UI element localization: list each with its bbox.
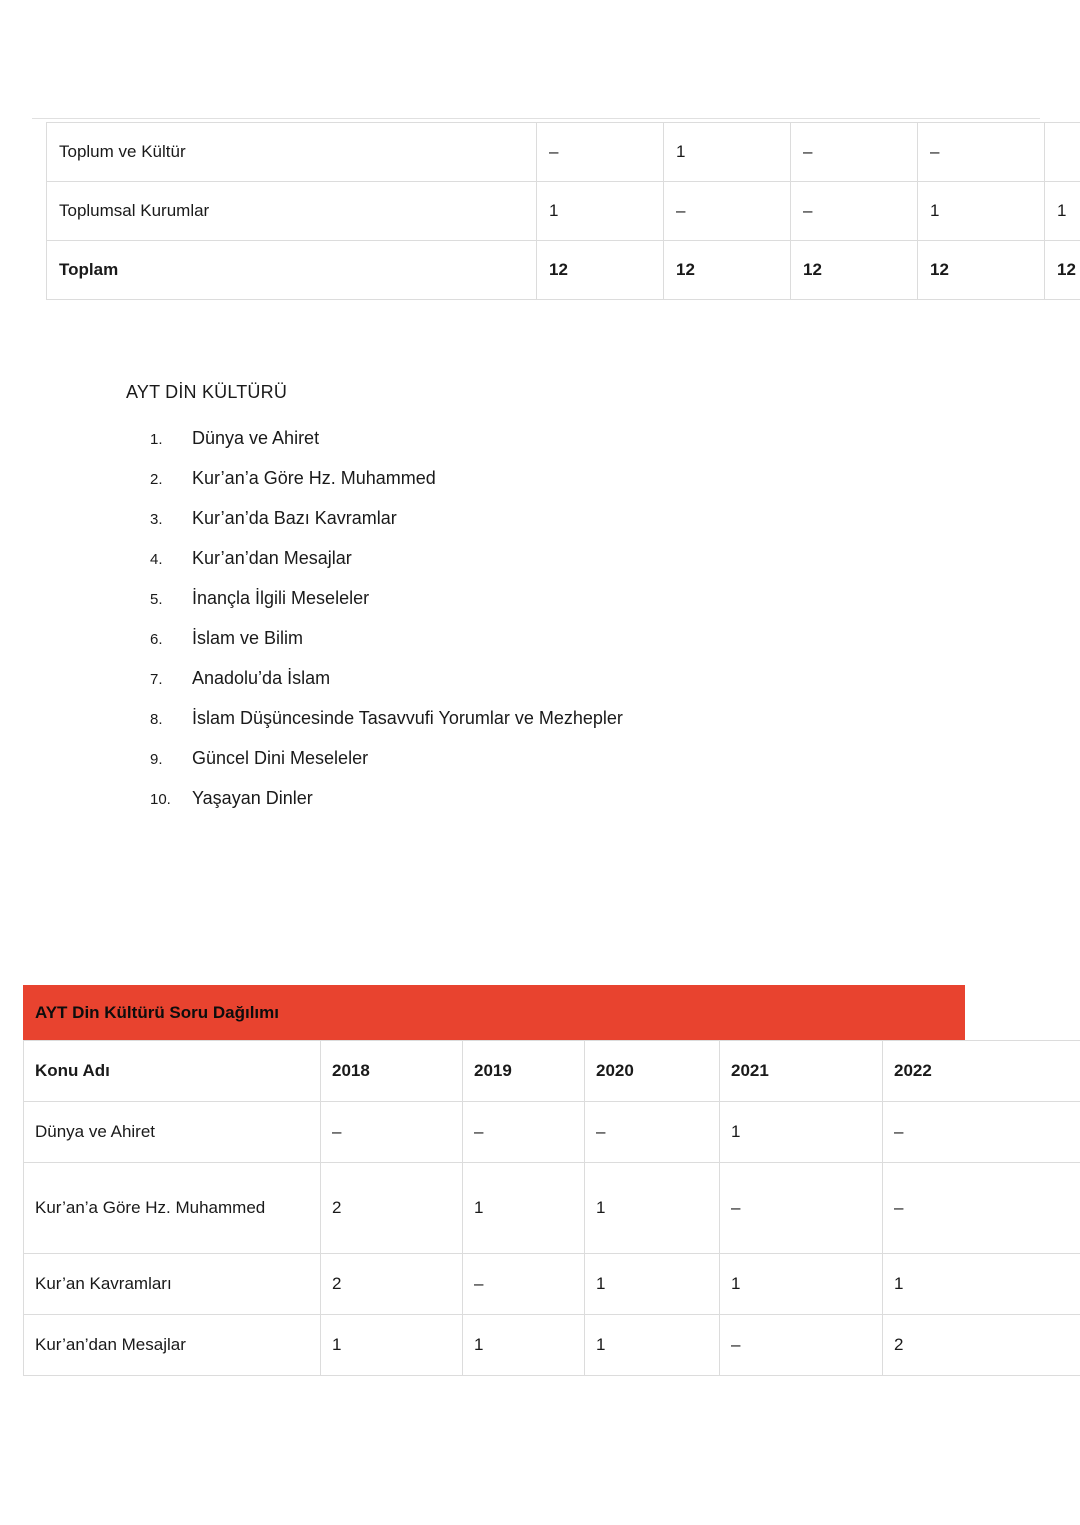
bottom-table-body [24, 1041, 1080, 1376]
cell-value: 1 [585, 1315, 720, 1376]
top-table-top-rule [32, 118, 1040, 119]
list-item [150, 418, 910, 458]
column-header: 2019 [463, 1041, 585, 1102]
cell-value: 1 [1045, 182, 1080, 241]
topic-list [150, 418, 910, 818]
list-item [150, 738, 910, 778]
list-item [150, 578, 910, 618]
cell-value [1045, 123, 1080, 182]
cell-value: 12 [1045, 241, 1080, 300]
row-label: Toplumsal Kurumlar [47, 182, 537, 241]
table-row [47, 182, 1080, 241]
list-item-label: Dünya ve Ahiret [192, 428, 320, 448]
cell-value: 12 [664, 241, 791, 300]
row-label: Toplam [47, 241, 537, 300]
row-label: Kur’an Kavramları [24, 1254, 321, 1315]
cell-value: 1 [664, 123, 791, 182]
cell-value: 1 [585, 1163, 720, 1254]
column-header: 2020 [585, 1041, 720, 1102]
cell-value: – [664, 182, 791, 241]
cell-value: 12 [791, 241, 918, 300]
list-item-number: 10. [150, 791, 171, 808]
top-table-body [47, 123, 1080, 300]
table-row [47, 123, 1080, 182]
table-header-row [24, 1041, 1080, 1102]
cell-value: 1 [463, 1163, 585, 1254]
column-header: 2021 [720, 1041, 883, 1102]
row-label: Kur’an’a Göre Hz. Muhammed [24, 1163, 321, 1254]
cell-value: 1 [463, 1315, 585, 1376]
list-item-number: 4. [150, 551, 163, 568]
list-item [150, 618, 910, 658]
list-item-label: İnançla İlgili Meseleler [192, 588, 370, 608]
list-item [150, 498, 910, 538]
table-row [24, 1163, 1080, 1254]
table-banner [23, 985, 965, 1040]
cell-value: – [720, 1163, 883, 1254]
cell-value: 1 [585, 1254, 720, 1315]
list-item-number: 9. [150, 751, 163, 768]
cell-value: 2 [883, 1315, 1080, 1376]
list-item-label: Kur’an’da Bazı Kavramlar [192, 508, 397, 528]
column-header: Konu Adı [24, 1041, 321, 1102]
list-item-label: Güncel Dini Meseleler [192, 748, 369, 768]
cell-value: 1 [537, 182, 664, 241]
list-item [150, 658, 910, 698]
cell-value: 12 [918, 241, 1045, 300]
table-row-total [47, 241, 1080, 300]
cell-value: 1 [883, 1254, 1080, 1315]
top-table-container [46, 122, 1076, 300]
cell-value: – [918, 123, 1045, 182]
table-row [24, 1254, 1080, 1315]
cell-value: 12 [537, 241, 664, 300]
row-label: Dünya ve Ahiret [24, 1102, 321, 1163]
list-item [150, 698, 910, 738]
column-header: 2022 [883, 1041, 1080, 1102]
list-item [150, 538, 910, 578]
list-item-label: Kur’an’a Göre Hz. Muhammed [192, 468, 436, 488]
list-item-label: Kur’an’dan Mesajlar [192, 548, 352, 568]
table-row [24, 1315, 1080, 1376]
cell-value: – [463, 1254, 585, 1315]
cell-value: – [883, 1163, 1080, 1254]
cell-value: – [585, 1102, 720, 1163]
sosyoloji-question-distribution-table [46, 122, 1080, 300]
table-row [24, 1102, 1080, 1163]
list-item-label: Anadolu’da İslam [192, 668, 331, 688]
row-label: Toplum ve Kültür [47, 123, 537, 182]
section-heading: AYT DİN KÜLTÜRÜ [126, 382, 288, 402]
cell-value: 1 [918, 182, 1045, 241]
cell-value: 2 [321, 1254, 463, 1315]
list-item-label: İslam Düşüncesinde Tasavvufi Yorumlar ve Mezhepler [192, 708, 623, 728]
list-item-number: 3. [150, 511, 163, 528]
list-item-number: 2. [150, 471, 163, 488]
list-item-number: 1. [150, 431, 163, 448]
list-item-number: 7. [150, 671, 163, 688]
cell-value: – [463, 1102, 585, 1163]
cell-value: – [883, 1102, 1080, 1163]
list-item-number: 8. [150, 711, 163, 728]
column-header: 2018 [321, 1041, 463, 1102]
list-item [150, 458, 910, 498]
cell-value: – [791, 182, 918, 241]
list-item [150, 778, 910, 818]
table-banner-title: AYT Din Kültürü Soru Dağılımı [35, 1002, 279, 1022]
cell-value: 1 [720, 1102, 883, 1163]
list-item-label: İslam ve Bilim [192, 628, 304, 648]
row-label: Kur’an’dan Mesajlar [24, 1315, 321, 1376]
cell-value: – [321, 1102, 463, 1163]
cell-value: – [791, 123, 918, 182]
cell-value: 1 [321, 1315, 463, 1376]
list-item-label: Yaşayan Dinler [192, 788, 313, 808]
list-item-number: 6. [150, 631, 163, 648]
cell-value: – [720, 1315, 883, 1376]
cell-value: 1 [720, 1254, 883, 1315]
ayt-din-kulturu-question-distribution-table [23, 1040, 1080, 1376]
bottom-table-container [23, 985, 977, 1376]
list-item-number: 5. [150, 591, 163, 608]
cell-value: – [537, 123, 664, 182]
cell-value: 2 [321, 1163, 463, 1254]
